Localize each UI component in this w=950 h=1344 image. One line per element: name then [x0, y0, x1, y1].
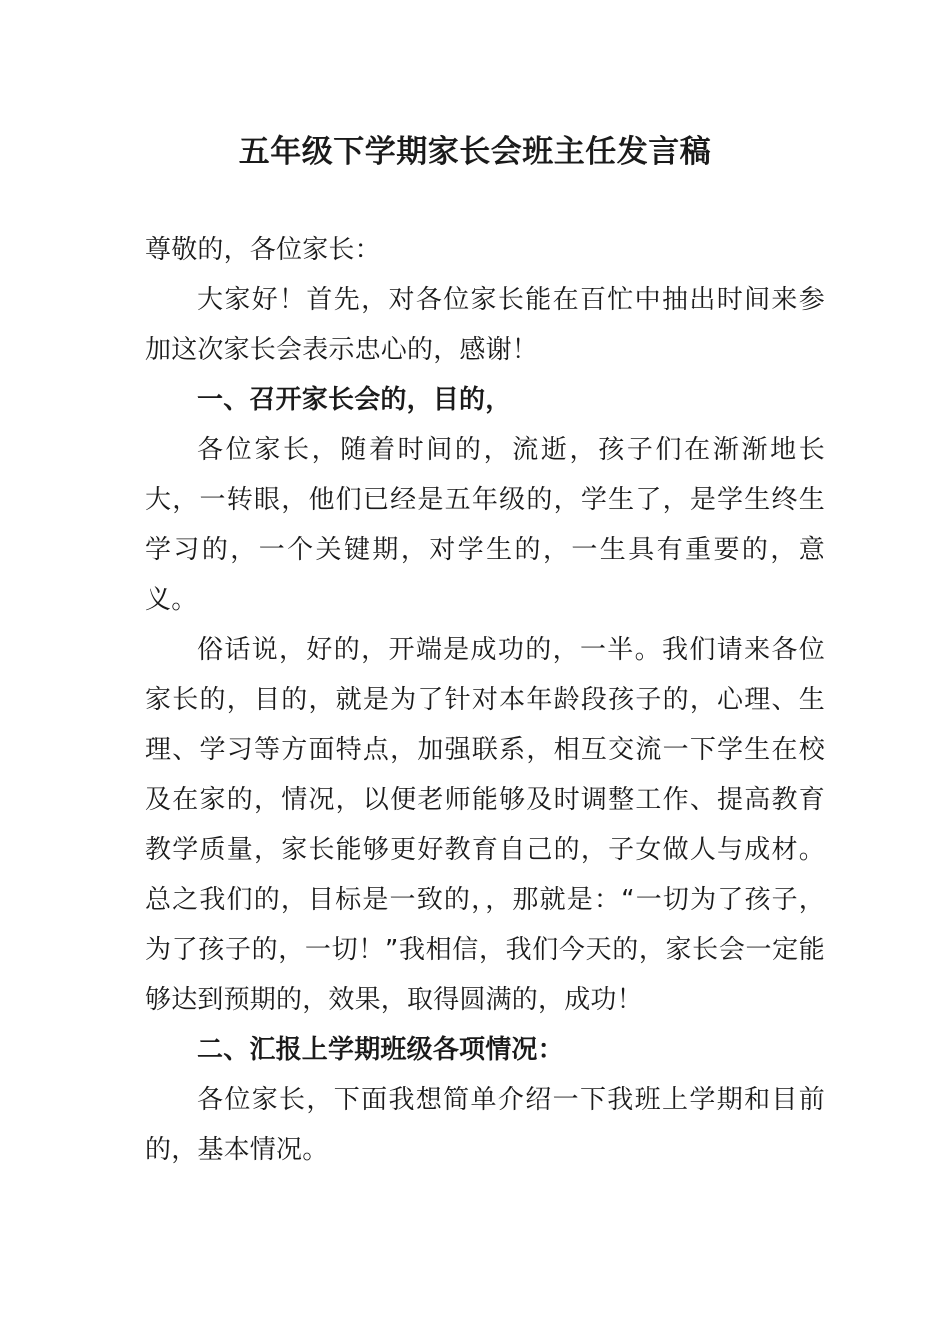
- paragraph-purpose-detail: 俗话说，好的，开端是成功的，一半。我们请来各位家长的，目的，就是为了针对本年龄段孩子的，心理、生理、学习等方面特点，加强联系，相互交流一下学生在校及在家的，情况，以便老师能够及时调整工作、提高教育教学质量，家长能够更好教育自己的，子女做人与成材。总之我们的，目标是一致的，，那就是：“一切为了孩子，为了孩子的，一切！”我相信，我们今天的，家长会一定能够达到预期的，效果，取得圆满的，成功！: [145, 635, 825, 1015]
- paragraph-report-intro: 各位家长，下面我想简单介绍一下我班上学期和目前的，基本情况。: [145, 1085, 825, 1165]
- document-title: 五年级下学期家长会班主任发言稿: [238, 134, 712, 170]
- salutation: 尊敬的，各位家长：: [145, 235, 381, 265]
- paragraph-greeting: 大家好！首先，对各位家长能在百忙中抽出时间来参加这次家长会表示忠心的，感谢！: [145, 285, 825, 365]
- section-heading-report: 二、汇报上学期班级各项情况：: [197, 1035, 564, 1065]
- document-body: [145, 225, 825, 1175]
- paragraph-growth: 各位家长，随着时间的，流逝，孩子们在渐渐地长大，一转眼，他们已经是五年级的，学生了，是学生终生学习的，一个关键期，对学生的，一生具有重要的，意义。: [145, 435, 825, 615]
- section-heading-purpose: 一、召开家长会的，目的，: [197, 385, 512, 415]
